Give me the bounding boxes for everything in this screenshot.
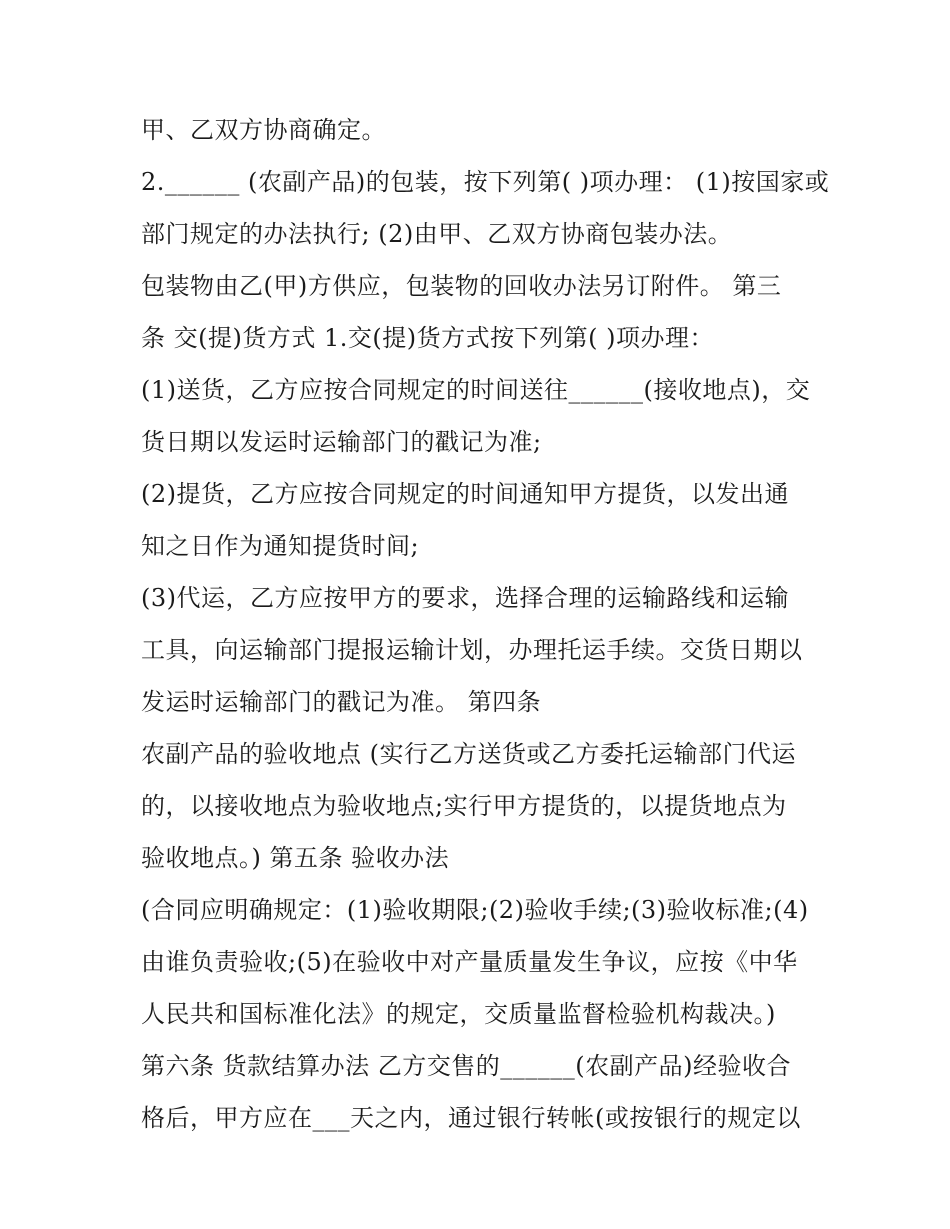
text-line: 条 交(提)货方式 1.交(提)货方式按下列第( )项办理：	[141, 324, 714, 352]
text-line: 的，以接收地点为验收地点;实行甲方提货的，以提货地点为	[141, 792, 787, 820]
text-line: (合同应明确规定：(1)验收期限;(2)验收手续;(3)验收标准;(4)	[141, 896, 809, 924]
text-line: (2)提货，乙方应按合同规定的时间通知甲方提货，以发出通	[141, 480, 789, 508]
text-line: 格后，甲方应在___天之内，通过银行转帐(或按银行的规定以	[141, 1104, 801, 1132]
text-line: 由谁负责验收;(5)在验收中对产量质量发生争议，应按《中华	[141, 948, 798, 976]
text-line: (1)送货，乙方应按合同规定的时间送往______(接收地点)，交	[141, 376, 811, 404]
text-line: 货日期以发运时运输部门的戳记为准;	[141, 428, 542, 456]
text-line: 发运时运输部门的戳记为准。 第四条	[141, 688, 542, 716]
text-line: 验收地点。) 第五条 验收办法	[141, 844, 450, 872]
text-line: 工具，向运输部门提报运输计划，办理托运手续。交货日期以	[141, 636, 803, 664]
text-line: 知之日作为通知提货时间;	[141, 532, 420, 560]
text-line: (3)代运，乙方应按甲方的要求，选择合理的运输路线和运输	[141, 584, 789, 612]
text-line: 甲、乙双方协商确定。	[141, 116, 386, 144]
text-line: 第六条 货款结算办法 乙方交售的______(农副产品)经验收合	[141, 1052, 791, 1080]
text-line: 2.______ (农副产品)的包装，按下列第( )项办理： (1)按国家或	[141, 168, 830, 196]
text-line: 部门规定的办法执行; (2)由甲、乙双方协商包装办法。	[141, 220, 733, 248]
text-line: 包装物由乙(甲)方供应，包装物的回收办法另订附件。 第三	[141, 272, 782, 300]
text-line: 人民共和国标准化法》的规定，交质量监督检验机构裁决。)	[141, 1000, 776, 1028]
text-line: 农副产品的验收地点 (实行乙方送货或乙方委托运输部门代运	[141, 740, 796, 768]
